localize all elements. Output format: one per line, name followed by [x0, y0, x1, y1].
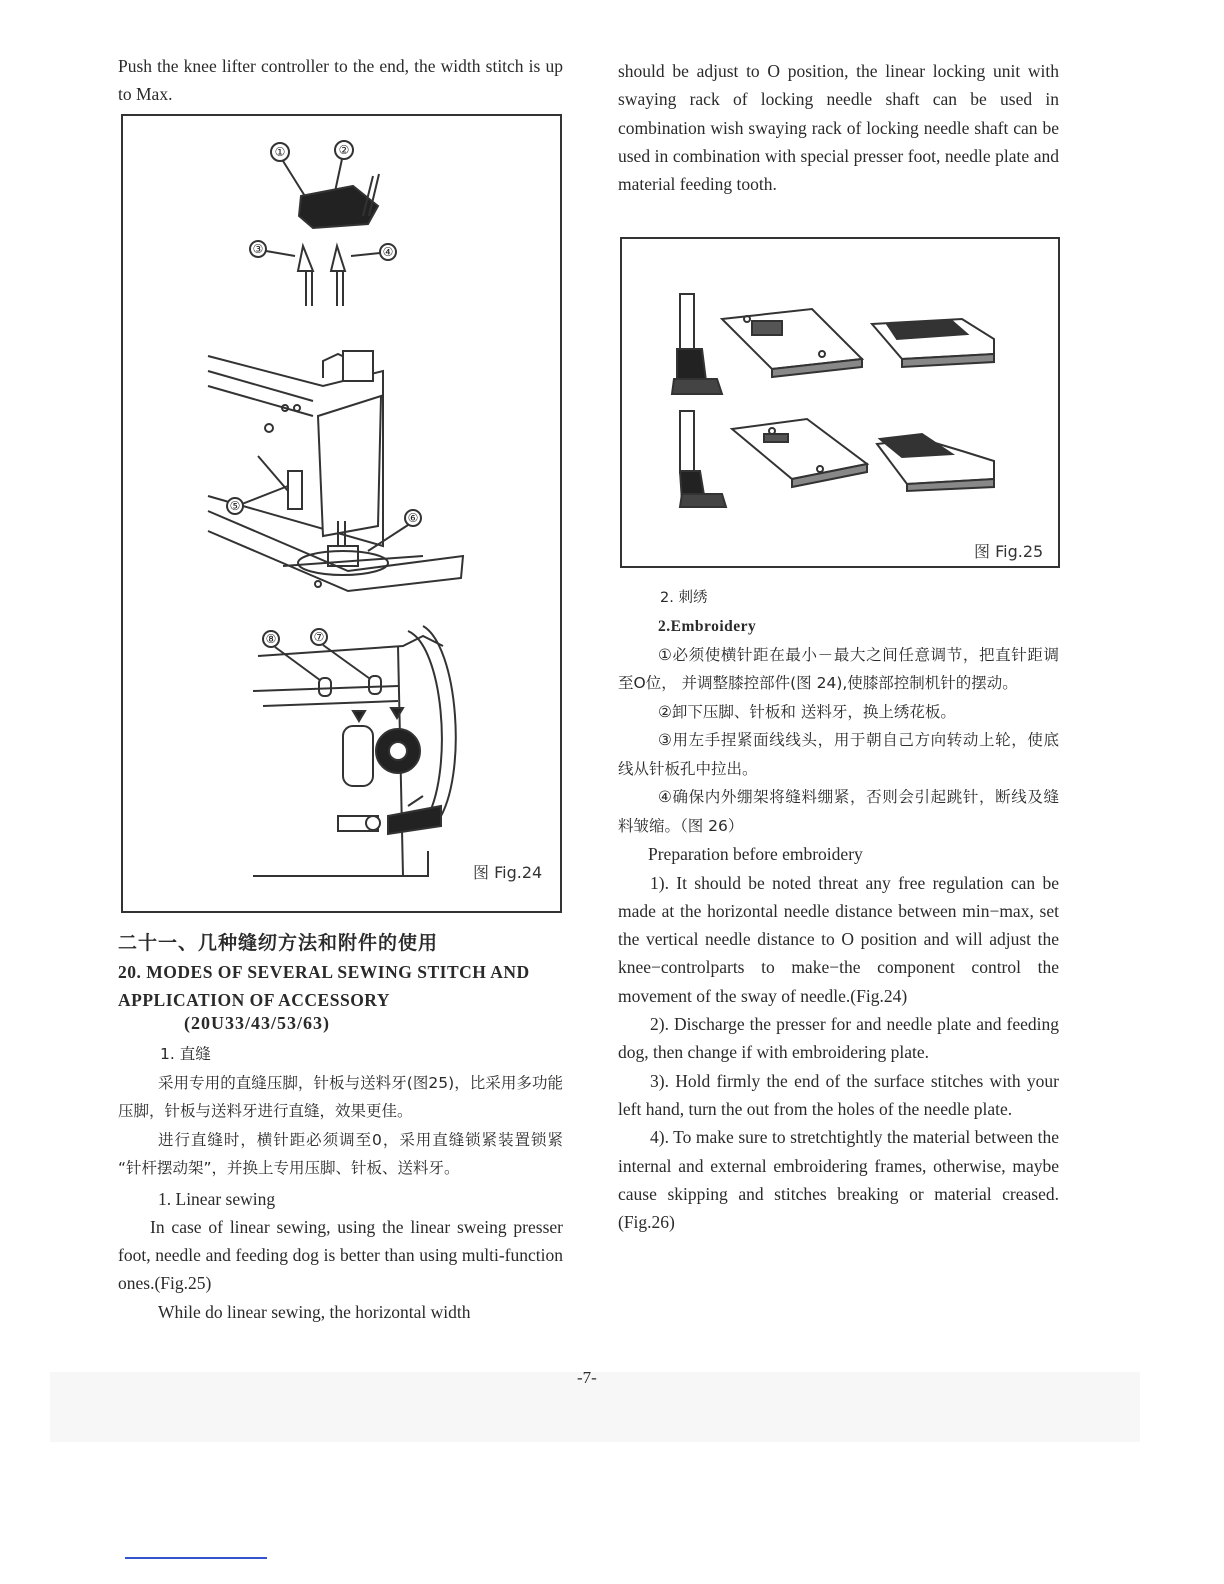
callout-8: ⑧ [265, 632, 277, 646]
callout-2: ② [338, 143, 350, 157]
continuation-paragraph: should be adjust to O position, the linear locking unit with swaying rack of locking needle shaft can be used in combination wish swaying rack of locking needle shaft can be used in combination with special presser foot, needle plate and material feeding tooth. [618, 61, 1059, 195]
figure-24-label: 图 Fig.24 [473, 863, 543, 882]
sewing-machine-illustration [123, 116, 560, 911]
left-body-block [118, 1040, 563, 1326]
callout-5: ⑤ [229, 499, 241, 513]
subheading-linear-en: 1. Linear sewing [158, 1188, 276, 1209]
callout-6: ⑥ [407, 511, 419, 525]
figure-25 [620, 237, 1060, 568]
embroidery-cn-step-2: ②卸下压脚、针板和 送料牙，换上绣花板。 [658, 702, 956, 721]
embroidery-en-step-4: 4). To make sure to stretchtightly the material between the internal and external embroidering frames, otherwise, maybe cause skipping and stitches breaking or material creased.(Fig.26) [618, 1127, 1059, 1233]
callout-3: ③ [252, 242, 264, 256]
figure-24 [121, 114, 562, 913]
subheading-embroidery-cn: 2. 刺绣 [660, 590, 708, 606]
callout-1: ① [274, 145, 286, 159]
callout-7: ⑦ [313, 630, 325, 644]
callout-4: ④ [382, 245, 394, 259]
paragraph-linear-en-1: In case of linear sewing, using the linear sweing presser foot, needle and feeding dog is better than using multi-function ones.(Fig.25) [118, 1216, 563, 1294]
embroidery-en-step-3: 3). Hold firmly the end of the surface stitches with your left hand, turn the out from the holes of the needle plate. [618, 1070, 1059, 1119]
subheading-linear-cn: 1. 直缝 [160, 1045, 211, 1063]
bottom-rule [125, 1557, 267, 1559]
embroidery-en-step-1: 1). It should be noted threat any free regulation can be made at the horizontal needle distance between min−max, set the vertical needle distance to O position and will adjust the knee−controlparts to make−the component control the movement of the sway of needle.(Fig.24) [618, 872, 1059, 1006]
figure-25-label: 图 Fig.25 [974, 542, 1044, 561]
right-intro-block [618, 57, 1059, 198]
subheading-embroidery-en: 2.Embroidery [658, 617, 757, 635]
page-number: -7- [577, 1368, 597, 1387]
embroidery-cn-step-1: ①必须使横针距在最小－最大之间任意调节，把直针距调至O位， 并调整膝控部件(图 24),使膝部控制机针的摆动。 [618, 645, 1059, 693]
paragraph-linear-en-2: While do linear sewing, the horizontal width [158, 1301, 471, 1322]
intro-paragraph: Push the knee lifter controller to the end, the width stitch is up to Max. [118, 56, 563, 105]
section-heading-en: 20. MODES OF SEVERAL SEWING STITCH AND APPLICATION OF ACCESSORY [118, 962, 530, 1010]
embroidery-en-step-2: 2). Discharge the presser for and needle plate and feeding dog, then change if with embroidering plate. [618, 1014, 1059, 1063]
preparation-heading: Preparation before embroidery [648, 844, 863, 865]
right-body-block [618, 584, 1059, 1236]
paragraph-linear-cn-2: 进行直缝时，横针距必须调至0，采用直缝锁紧装置锁紧 “针杆摆动架”，并换上专用压脚、针板、送料牙。 [118, 1130, 563, 1177]
embroidery-cn-step-3: ③用左手捏紧面线线头，用于朝自己方向转动上轮，使底线从针板孔中拉出。 [618, 731, 1059, 778]
presser-foot-needle-plate-illustration [622, 239, 1058, 566]
model-numbers: (20U33/43/53/63) [184, 1013, 330, 1033]
left-intro-block [118, 52, 563, 109]
section-heading-cn: 二十一、几种缝纫方法和附件的使用 [118, 932, 439, 954]
paragraph-linear-cn-1: 采用专用的直缝压脚，针板与送料牙(图25)，比采用多功能压脚，针板与送料牙进行直缝，效果更佳。 [118, 1073, 563, 1120]
embroidery-cn-step-4: ④确保内外绷架将缝料绷紧，否则会引起跳针，断线及缝料皱缩。（图 26） [618, 788, 1059, 835]
